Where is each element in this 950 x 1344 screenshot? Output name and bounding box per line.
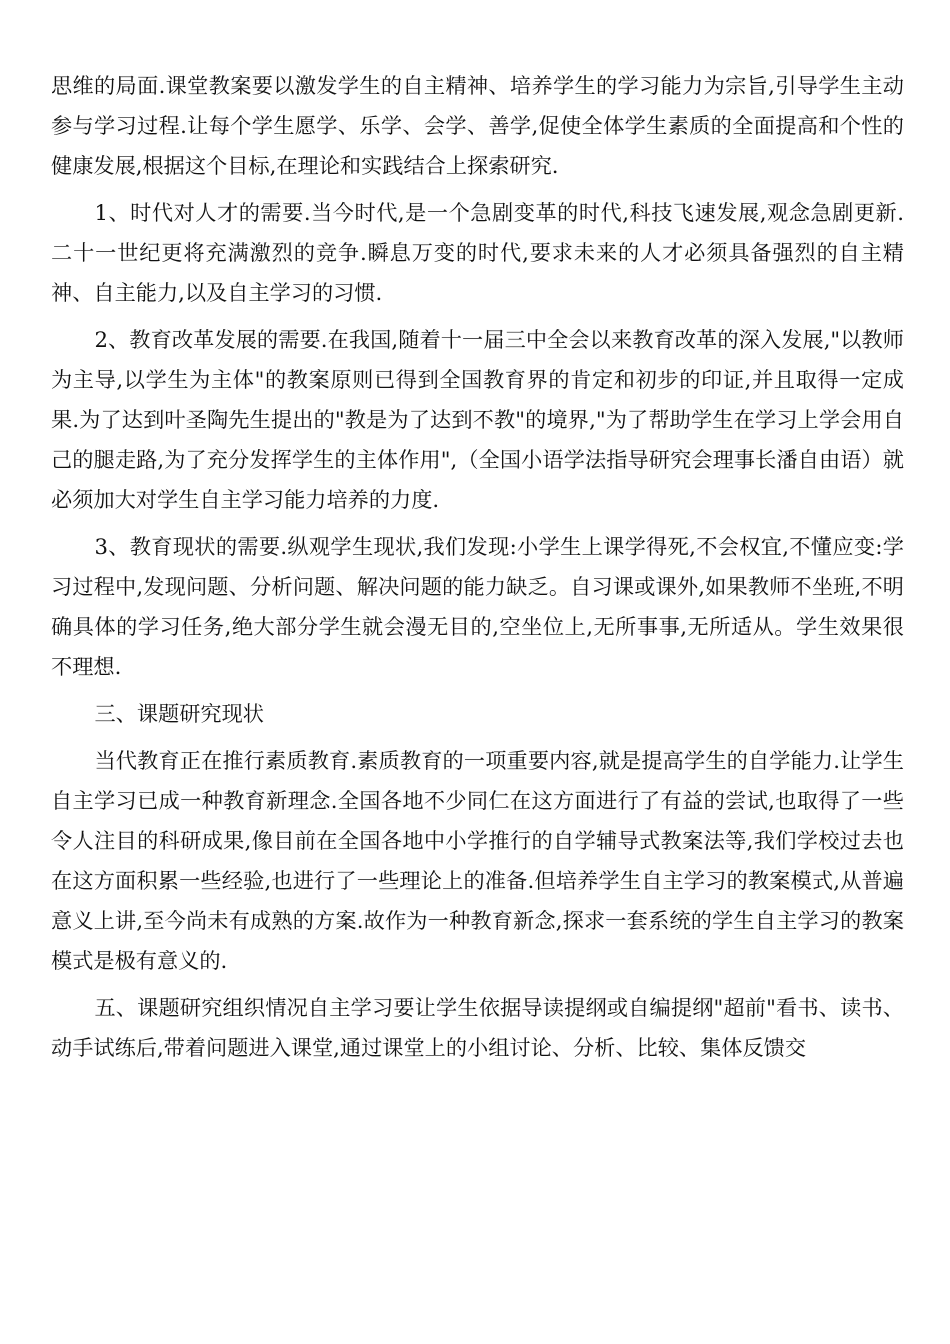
- paragraph-section-five: 五、课题研究组织情况自主学习要让学生依据导读提纲或自编提纲"超前"看书、读书、动手试练后,带着问题进入课堂,通过课堂上的小组讨论、分析、比较、集体反馈交: [51, 995, 904, 1060]
- document-body: [51, 66, 904, 1075]
- section-heading-research-status: 三、课题研究现状: [94, 701, 264, 726]
- paragraph-research-status: 当代教育正在推行素质教育.素质教育的一项重要内容,就是提高学生的自学能力.让学生自主学习已成一种教育新理念.全国各地不少同仁在这方面进行了有益的尝试,也取得了一些令人注目的科研成果,像目前在全国各地中小学推行的自学辅导式教案法等,我们学校过去也在这方面积累一些经验,也进行了一些理论上的准备.但培养学生自主学习的教案模式,从普遍意义上讲,至今尚未有成熟的方案.故作为一种教育新念,探求一套系统的学生自主学习的教案模式是极有意义的.: [51, 748, 904, 973]
- paragraph-intro-continuation: 思维的局面.课堂教案要以激发学生的自主精神、培养学生的学习能力为宗旨,引导学生主动参与学习过程.让每个学生愿学、乐学、会学、善学,促使全体学生素质的全面提高和个性的健康发展,根据这个目标,在理论和实践结合上探索研究.: [51, 73, 904, 178]
- paragraph-point-2: 2、教育改革发展的需要.在我国,随着十一届三中全会以来教育改革的深入发展,"以教师为主导,以学生为主体"的教案原则已得到全国教育界的肯定和初步的印证,并且取得一定成果.为了达到叶圣陶先生提出的"教是为了达到不教"的境界,"为了帮助学生在学习上学会用自己的腿走路,为了充分发挥学生的主体作用",（全国小语学法指导研究会理事长潘自由语）就必须加大对学生自主学习能力培养的力度.: [51, 327, 904, 512]
- paragraph-point-1: 1、时代对人才的需要.当今时代,是一个急剧变革的时代,科技飞速发展,观念急剧更新.二十一世纪更将充满激烈的竞争.瞬息万变的时代,要求未来的人才必须具备强烈的自主精神、自主能力,以及自主学习的习惯.: [51, 200, 904, 305]
- paragraph-point-3: 3、教育现状的需要.纵观学生现状,我们发现:小学生上课学得死,不会权宜,不懂应变:学习过程中,发现问题、分析问题、解决问题的能力缺乏。自习课或课外,如果教师不坐班,不明确具体的学习任务,绝大部分学生就会漫无目的,空坐位上,无所事事,无所适从。学生效果很不理想.: [51, 534, 904, 679]
